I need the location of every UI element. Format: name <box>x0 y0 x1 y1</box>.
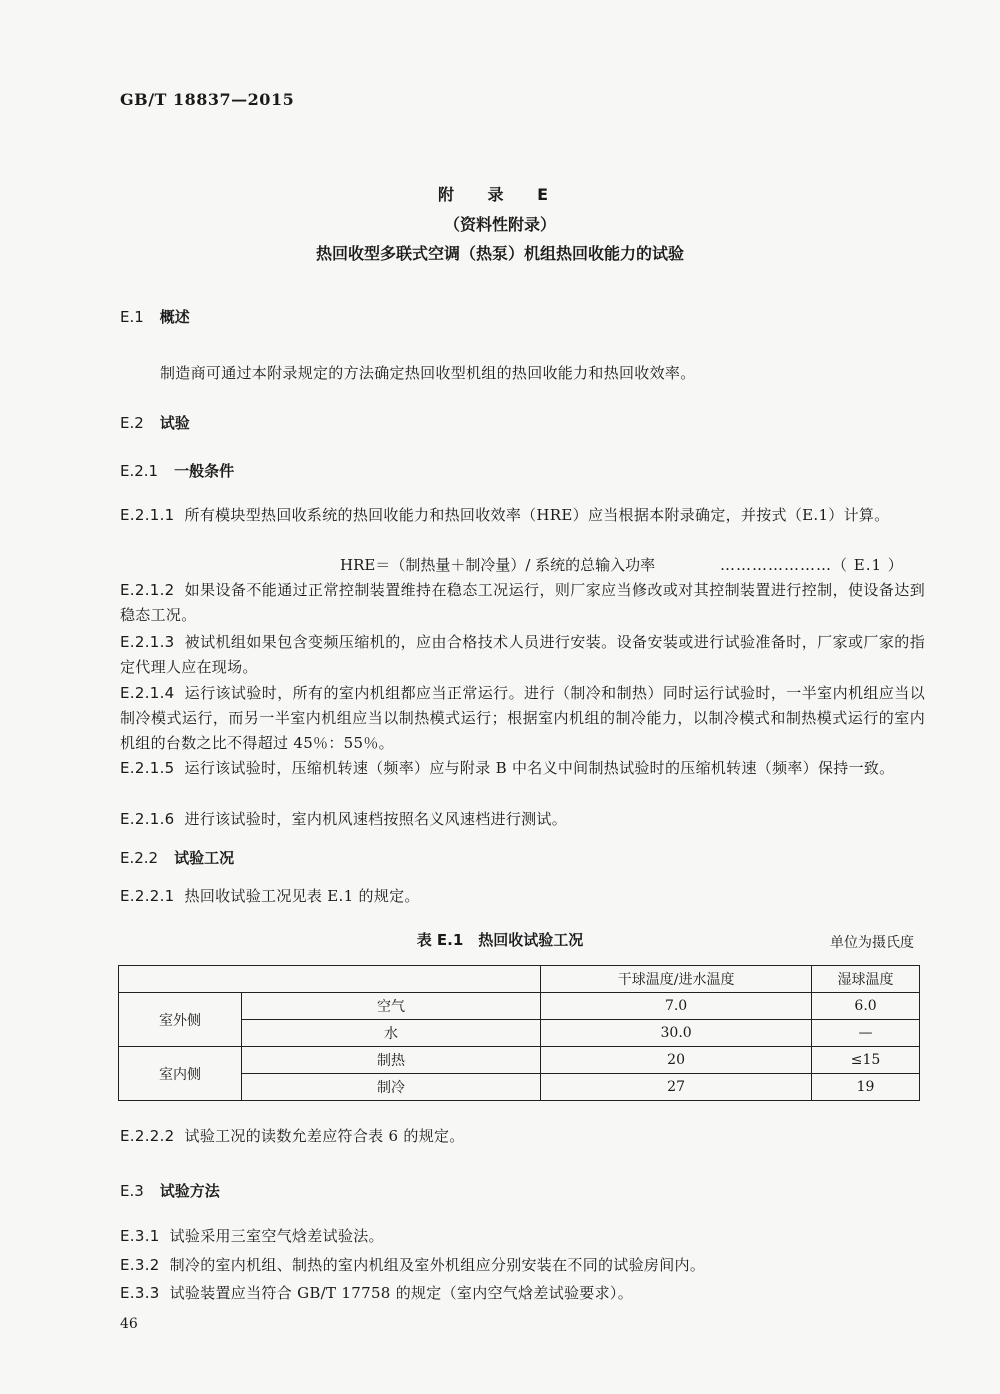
appendix-type: （资料性附录） <box>443 215 556 234</box>
paragraph-e222 <box>120 1124 925 1149</box>
dry-cell: 27 <box>541 1074 812 1101</box>
table-header-wet: 湿球温度 <box>812 966 920 993</box>
clause-number: E.2.1.4 <box>120 684 175 702</box>
formula-text: HRE＝（制热量＋制冷量）/ 系统的总输入功率 <box>340 556 656 574</box>
clause-text: 运行该试验时，所有的室内机组都应当正常运行。进行（制冷和制热）同时运行试验时，一半室内机组应当以制冷模式运行，而另一半室内机组应当以制热模式运行；根据室内机组的制冷能力，以制冷模式和制热模式运行的室内机组的台数之比不得超过 45％：55％。 <box>120 684 925 752</box>
clause-number: E.3.2 <box>120 1256 160 1274</box>
section-number: E.2.1 <box>120 462 159 480</box>
clause-number: E.2.2.2 <box>120 1127 175 1145</box>
clause-number: E.3.3 <box>120 1284 160 1302</box>
group-label-outdoor: 室外侧 <box>119 993 242 1047</box>
section-heading-e3 <box>120 1180 220 1201</box>
clause-text: 进行该试验时，室内机风速档按照名义风速档进行测试。 <box>184 810 568 828</box>
dry-cell: 30.0 <box>541 1020 812 1047</box>
section-title: 概述 <box>159 308 190 326</box>
clause-text: 被试机组如果包含变频压缩机的，应由合格技术人员进行安装。设备安装或进行试验准备时，厂家或厂家的指定代理人应在现场。 <box>120 633 925 676</box>
clause-number: E.2.1.2 <box>120 581 175 599</box>
section-heading-e1 <box>120 306 190 327</box>
paragraph-e32 <box>120 1253 925 1278</box>
clause-text: 热回收试验工况见表 E.1 的规定。 <box>184 887 420 905</box>
medium-cell: 制热 <box>242 1047 541 1074</box>
clause-text: 试验采用三室空气焓差试验法。 <box>169 1227 384 1245</box>
group-label-indoor: 室内侧 <box>119 1047 242 1101</box>
table-row <box>119 993 920 1020</box>
paragraph-e211 <box>120 503 925 528</box>
paragraph-e214 <box>120 681 925 756</box>
clause-number: E.2.1.5 <box>120 759 175 777</box>
conditions-table <box>118 965 920 1101</box>
standard-number: GB/T 18837—2015 <box>120 90 295 109</box>
dry-cell: 20 <box>541 1047 812 1074</box>
wet-cell: 19 <box>812 1074 920 1101</box>
appendix-name: 热回收型多联式空调（热泵）机组热回收能力的试验 <box>315 244 684 263</box>
clause-number: E.2.1.6 <box>120 810 175 828</box>
medium-cell: 空气 <box>242 993 541 1020</box>
clause-number: E.2.2.1 <box>120 887 175 905</box>
clause-text: 所有模块型热回收系统的热回收能力和热回收效率（HRE）应当根据本附录确定，并按式（E.1）计算。 <box>184 506 890 524</box>
table-row <box>119 1047 920 1074</box>
section-title: 试验 <box>159 414 190 432</box>
section-heading-e22 <box>120 847 234 868</box>
paragraph-e215 <box>120 756 925 781</box>
clause-text: 如果设备不能通过正常控制装置维持在稳态工况运行，则厂家应当修改或对其控制装置进行控制，使设备达到稳态工况。 <box>120 581 925 624</box>
section-heading-e21 <box>120 460 234 481</box>
formula-ref: …………………（ E.1 ） <box>720 556 904 574</box>
table-header-dry: 干球温度/进水温度 <box>541 966 812 993</box>
paragraph-e1: 制造商可通过本附录规定的方法确定热回收型机组的热回收能力和热回收效率。 <box>160 364 696 382</box>
section-number: E.3 <box>120 1182 144 1200</box>
wet-cell: 6.0 <box>812 993 920 1020</box>
section-title: 一般条件 <box>174 462 235 480</box>
table-header-empty <box>119 966 541 993</box>
clause-number: E.3.1 <box>120 1227 160 1245</box>
wet-cell: — <box>812 1020 920 1047</box>
section-heading-e2 <box>120 412 190 433</box>
wet-cell: ≤15 <box>812 1047 920 1074</box>
paragraph-e216 <box>120 807 925 832</box>
paragraph-e213 <box>120 630 925 680</box>
section-number: E.2 <box>120 414 144 432</box>
clause-number: E.2.1.3 <box>120 633 175 651</box>
section-title: 试验工况 <box>174 849 235 867</box>
clause-text: 试验工况的读数允差应符合表 6 的规定。 <box>184 1127 465 1145</box>
page-number: 46 <box>120 1316 138 1332</box>
clause-text: 制冷的室内机组、制热的室内机组及室外机组应分别安装在不同的试验房间内。 <box>169 1256 706 1274</box>
table-header-row <box>119 966 920 993</box>
paragraph-e221 <box>120 884 925 909</box>
clause-text: 试验装置应当符合 GB/T 17758 的规定（室内空气焓差试验要求）。 <box>169 1284 633 1302</box>
section-number: E.2.2 <box>120 849 159 867</box>
paragraph-e31 <box>120 1224 925 1249</box>
clause-text: 运行该试验时，压缩机转速（频率）应与附录 B 中名义中间制热试验时的压缩机转速（频率）保持一致。 <box>184 759 895 777</box>
table-caption: 表 E.1 热回收试验工况 <box>416 931 584 949</box>
medium-cell: 水 <box>242 1020 541 1047</box>
paragraph-e212 <box>120 578 925 628</box>
clause-number: E.2.1.1 <box>120 506 175 524</box>
dry-cell: 7.0 <box>541 993 812 1020</box>
table-unit: 单位为摄氏度 <box>830 935 914 951</box>
medium-cell: 制冷 <box>242 1074 541 1101</box>
appendix-title: 附 录 E <box>437 185 563 204</box>
section-title: 试验方法 <box>159 1182 220 1200</box>
paragraph-e33 <box>120 1281 925 1306</box>
section-number: E.1 <box>120 308 144 326</box>
formula-e1 <box>340 554 925 575</box>
